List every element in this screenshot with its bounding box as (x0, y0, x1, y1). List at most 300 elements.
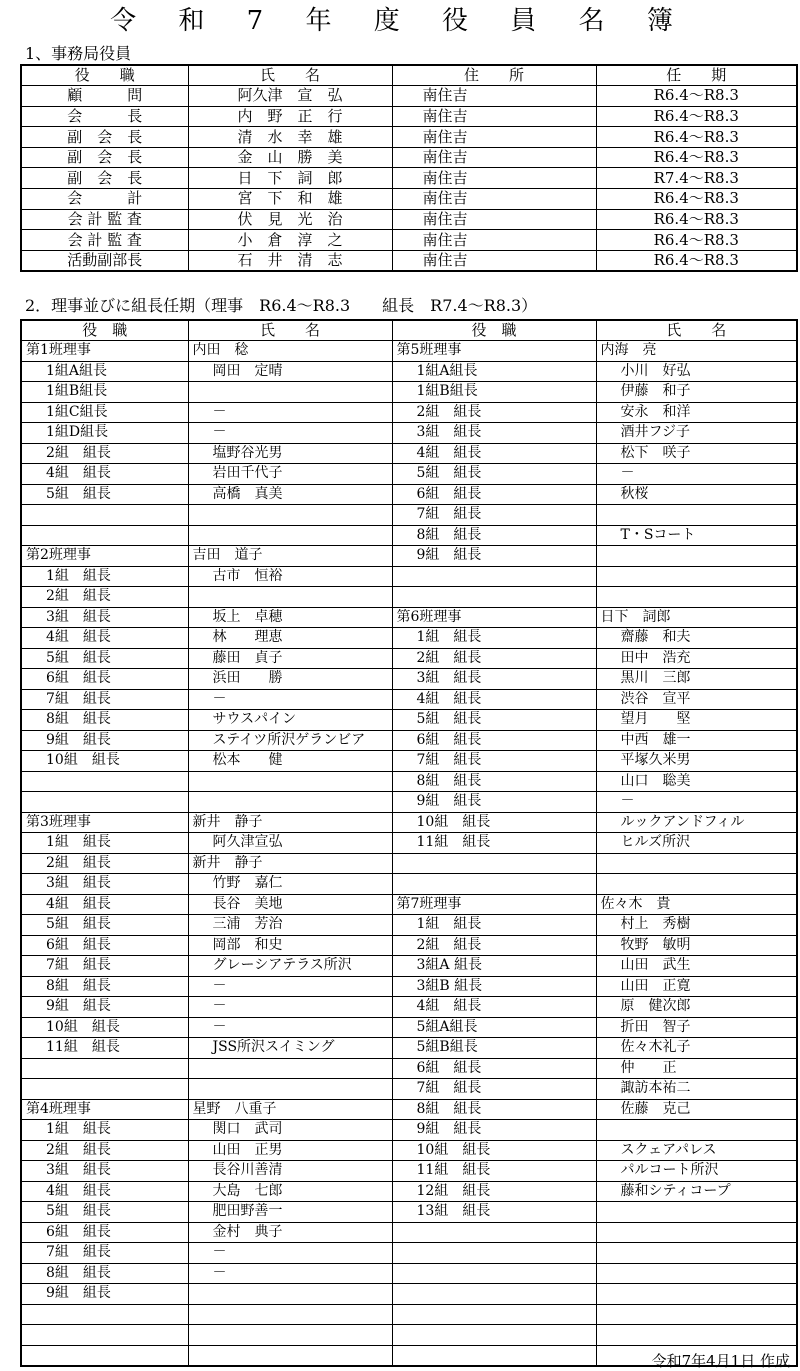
cell-name-right (596, 710, 797, 731)
cell-role-right (392, 976, 596, 997)
cell-name-left-text: 岡部 和史 (212, 936, 283, 953)
cell-role-left-text: 1組 組長 (46, 834, 111, 851)
table-row (21, 423, 797, 444)
cell-name-right-text: ヒルズ所沢 (620, 834, 691, 851)
cell-role-left (21, 710, 188, 731)
cell-role-left-text: 10組 組長 (46, 1018, 120, 1035)
table-row (21, 168, 797, 189)
cell-name-left (188, 853, 392, 874)
cell-role-right (392, 464, 596, 485)
cell-name-right (596, 1304, 797, 1325)
cell-name-right-text: － (620, 465, 635, 482)
cell-name-right (596, 1099, 797, 1120)
cell-role-left-text: 1組 組長 (46, 567, 111, 584)
cell-name: 石 井 清 志 (188, 250, 392, 271)
cell-role-right-text: 5組A組長 (416, 1018, 478, 1035)
table-header-row (21, 320, 797, 341)
cell-name-right (596, 1202, 797, 1223)
cell-role-right-text: 3組 組長 (416, 670, 482, 687)
cell-name-right (596, 1038, 797, 1059)
table-row (21, 546, 797, 567)
cell-role: 副 会 長 (21, 168, 188, 189)
table-row (21, 730, 797, 751)
header-name-left: 氏 名 (188, 320, 392, 341)
cell-name-left (188, 976, 392, 997)
cell-role-left (21, 833, 188, 854)
cell-name-right (596, 833, 797, 854)
cell-role-left (21, 874, 188, 895)
cell-role-left (21, 1181, 188, 1202)
cell-name-left (188, 607, 392, 628)
cell-role-right-text: 10組 組長 (416, 813, 491, 830)
cell-name-right (596, 587, 797, 608)
table-row (21, 525, 797, 546)
cell-name-right-text: 秋桜 (620, 485, 649, 502)
cell-role-left (21, 915, 188, 936)
table-row (21, 1161, 797, 1182)
cell-role-left-text: 5組 組長 (46, 485, 111, 502)
cell-name-right-text: 諏訪本祐二 (620, 1080, 691, 1097)
table-row (21, 1079, 797, 1100)
cell-role: 会 計 監 査 (21, 230, 188, 251)
cell-role-left-text: 4組 組長 (46, 629, 111, 646)
cell-name-right-text: 伊藤 和子 (620, 383, 691, 400)
cell-role-right-text: 2組 組長 (416, 403, 482, 420)
cell-role-right (392, 669, 596, 690)
cell-role-left (21, 1120, 188, 1141)
cell-role: 会 計 監 査 (21, 209, 188, 230)
cell-role-left (21, 1202, 188, 1223)
cell-name-right-text: 小川 好弘 (620, 362, 691, 379)
cell-name-left (188, 402, 392, 423)
cell-role-left-text: 7組 組長 (46, 1244, 111, 1261)
cell-role-right (392, 997, 596, 1018)
cell-name-right (596, 1181, 797, 1202)
cell-role-left-text: 3組 組長 (46, 608, 111, 625)
cell-role-right (392, 1345, 596, 1366)
table-row (21, 127, 797, 148)
cell-role-left (21, 1222, 188, 1243)
table-row (21, 792, 797, 813)
cell-name-left (188, 1222, 392, 1243)
cell-name-left (188, 1079, 392, 1100)
cell-name-left-text: 吉田 道子 (192, 547, 263, 564)
cell-role-left-text: 第1班理事 (26, 342, 91, 359)
cell-role-left (21, 402, 188, 423)
cell-role-left (21, 1079, 188, 1100)
cell-name-right-text: 黒川 三郎 (620, 670, 691, 687)
table-row (21, 689, 797, 710)
cell-name-left (188, 956, 392, 977)
table-row (21, 853, 797, 874)
cell-name-left (188, 1284, 392, 1305)
section2-heading: 2．理事並びに組長任期（理事 R6.4～R8.3 組長 R7.4～R8.3） (25, 296, 538, 315)
cell-name-right-text: スクェアパレス (620, 1141, 717, 1158)
cell-name-right (596, 771, 797, 792)
cell-name-left-text: 塩野谷光男 (212, 444, 283, 461)
cell-role-right (392, 935, 596, 956)
cell-name-left (188, 771, 392, 792)
cell-role-left (21, 443, 188, 464)
table-row (21, 710, 797, 731)
cell-name-left-text: 肥田野善一 (212, 1203, 283, 1220)
table-row (21, 361, 797, 382)
table-row (21, 1304, 797, 1325)
cell-role-left (21, 689, 188, 710)
cell-role-left-text: 2組 組長 (46, 444, 111, 461)
cell-name-left (188, 997, 392, 1018)
cell-role-right (392, 1058, 596, 1079)
cell-role-right (392, 423, 596, 444)
cell-name-right (596, 648, 797, 669)
header-role-left: 役 職 (21, 320, 188, 341)
table-row (21, 976, 797, 997)
header-role-right: 役 職 (392, 320, 596, 341)
cell-role-left (21, 1304, 188, 1325)
cell-role-left (21, 771, 188, 792)
cell-role-left-text: 第3班理事 (26, 813, 91, 830)
cell-role: 会 計 (21, 189, 188, 210)
cell-role-right (392, 484, 596, 505)
table-row (21, 1263, 797, 1284)
cell-role-left (21, 956, 188, 977)
cell-name-right (596, 566, 797, 587)
table-row (21, 874, 797, 895)
cell-address: 南住吉 (392, 189, 596, 210)
cell-name-left-text: 内田 稔 (192, 342, 249, 359)
cell-role-right (392, 1120, 596, 1141)
cell-role-left (21, 792, 188, 813)
cell-name-right (596, 341, 797, 362)
table-row (21, 341, 797, 362)
cell-role-left-text: 6組 組長 (46, 670, 111, 687)
cell-role-left (21, 505, 188, 526)
cell-role-right (392, 607, 596, 628)
cell-name-right (596, 997, 797, 1018)
cell-role-left (21, 648, 188, 669)
header-address: 住 所 (392, 65, 596, 86)
cell-role-right (392, 648, 596, 669)
cell-name-left (188, 443, 392, 464)
cell-name-right (596, 443, 797, 464)
cell-name-left-text: 新井 静子 (192, 854, 263, 871)
section1-heading: 1、事務局役員 (25, 44, 132, 63)
cell-name-right (596, 1017, 797, 1038)
cell-name-right-text: 中西 雄一 (620, 731, 691, 748)
cell-role-right (392, 1304, 596, 1325)
cell-name-right (596, 1263, 797, 1284)
cell-role-left-text: 11組 組長 (46, 1039, 120, 1056)
table-row (21, 147, 797, 168)
cell-name-left-text: 松本 健 (212, 752, 283, 769)
cell-role-left (21, 587, 188, 608)
cell-role-right-text: 8組 組長 (416, 526, 482, 543)
cell-role-right (392, 792, 596, 813)
cell-name: 清 水 幸 雄 (188, 127, 392, 148)
cell-name-left (188, 689, 392, 710)
cell-name-right (596, 1058, 797, 1079)
cell-role-left (21, 730, 188, 751)
cell-role-left (21, 1017, 188, 1038)
cell-name-right-text: 山田 正寛 (620, 977, 691, 994)
cell-name-right (596, 874, 797, 895)
cell-name-right (596, 628, 797, 649)
directors-table (20, 319, 798, 1367)
cell-role-left (21, 607, 188, 628)
cell-role-right (392, 628, 596, 649)
cell-name-left (188, 464, 392, 485)
cell-role-left-text: 8組 組長 (46, 711, 111, 728)
cell-role-left-text: 1組D組長 (46, 424, 109, 441)
table-row (21, 915, 797, 936)
cell-role-right-text: 10組 組長 (416, 1141, 491, 1158)
cell-name-left (188, 587, 392, 608)
cell-name-right-text: 佐々木礼子 (620, 1039, 691, 1056)
cell-role-left (21, 1161, 188, 1182)
cell-role-right (392, 730, 596, 751)
cell-name-left-text: 金村 典子 (212, 1223, 283, 1240)
cell-name-left (188, 484, 392, 505)
cell-role: 会 長 (21, 106, 188, 127)
table-row (21, 505, 797, 526)
table-header-row (21, 65, 797, 86)
cell-role-left (21, 976, 188, 997)
cell-role-right (392, 874, 596, 895)
cell-name-left-text: 三浦 芳治 (212, 916, 283, 933)
cell-role-left (21, 894, 188, 915)
cell-name-right (596, 1120, 797, 1141)
cell-role-right-text: 6組 組長 (416, 485, 482, 502)
table-row (21, 833, 797, 854)
cell-name-right (596, 915, 797, 936)
cell-name-right-text: パルコート所沢 (620, 1162, 719, 1179)
cell-role-left-text: 4組 組長 (46, 1182, 111, 1199)
cell-name-left (188, 1058, 392, 1079)
document-title: 令 和 7 年 度 役 員 名 簿 (110, 6, 690, 36)
cell-role-left-text: 1組B組長 (46, 383, 108, 400)
cell-name-left-text: － (212, 998, 227, 1015)
cell-name-left-text: 関口 武司 (212, 1121, 283, 1138)
cell-name-left (188, 1243, 392, 1264)
cell-role-right (392, 833, 596, 854)
cell-role-left (21, 1345, 188, 1366)
cell-name-right-text: 望月 堅 (620, 711, 691, 728)
cell-name-right (596, 546, 797, 567)
header-role: 役 職 (21, 65, 188, 86)
cell-role-left (21, 484, 188, 505)
cell-role-left (21, 546, 188, 567)
cell-name-right (596, 525, 797, 546)
cell-role-right (392, 1325, 596, 1346)
header-name: 氏 名 (188, 65, 392, 86)
table-row (21, 1120, 797, 1141)
cell-role-right (392, 587, 596, 608)
cell-name-left (188, 628, 392, 649)
cell-name-right-text: 安永 和洋 (620, 403, 691, 420)
cell-role-left-text: 7組 組長 (46, 690, 111, 707)
cell-term: R6.4～R8.3 (596, 86, 797, 107)
cell-role-left (21, 1243, 188, 1264)
cell-role-right (392, 382, 596, 403)
cell-role-right (392, 505, 596, 526)
cell-name-right-text: 原 健次郎 (620, 998, 691, 1015)
cell-role-left-text: 8組 組長 (46, 977, 111, 994)
cell-name-left-text: サウスパイン (212, 711, 297, 728)
table-row (21, 935, 797, 956)
cell-role-right (392, 710, 596, 731)
cell-name-right (596, 607, 797, 628)
cell-role-left (21, 1140, 188, 1161)
cell-role-left-text: 第2班理事 (26, 547, 91, 564)
cell-role-right-text: 1組B組長 (416, 383, 478, 400)
cell-name-left-text: － (212, 977, 227, 994)
cell-role-right-text: 1組 組長 (416, 916, 482, 933)
cell-name-right (596, 1222, 797, 1243)
cell-role-right (392, 443, 596, 464)
cell-name-right (596, 1325, 797, 1346)
cell-name-left (188, 546, 392, 567)
cell-role-left (21, 935, 188, 956)
cell-role-left-text: 7組 組長 (46, 957, 111, 974)
cell-name-left (188, 1263, 392, 1284)
cell-name-left-text: － (212, 403, 227, 420)
cell-name-right-text: 村上 秀樹 (620, 916, 691, 933)
cell-address: 南住吉 (392, 250, 596, 271)
cell-role-left-text: 6組 組長 (46, 936, 111, 953)
cell-name-left-text: グレーシアテラス所沢 (212, 957, 352, 974)
cell-role-right-text: 11組 組長 (416, 834, 491, 851)
cell-name-left-text: JSS所沢スイミング (212, 1039, 335, 1056)
table-row (21, 189, 797, 210)
cell-name-left (188, 1140, 392, 1161)
cell-name: 阿久津 宣 弘 (188, 86, 392, 107)
cell-role-right (392, 1181, 596, 1202)
cell-name-left (188, 751, 392, 772)
cell-role-right-text: 第5班理事 (396, 342, 462, 359)
table-row (21, 628, 797, 649)
table-row (21, 1222, 797, 1243)
cell-name-right-text: 藤和シティコープ (620, 1182, 731, 1199)
cell-name: 伏 見 光 治 (188, 209, 392, 230)
cell-role-left-text: 9組 組長 (46, 1285, 111, 1302)
cell-name-left (188, 566, 392, 587)
cell-name-left-text: 新井 静子 (192, 813, 263, 830)
cell-role-left-text: 第4班理事 (26, 1100, 91, 1117)
table-row (21, 443, 797, 464)
cell-role-right-text: 5組B組長 (416, 1039, 478, 1056)
cell-name-right-text: 佐々木 貴 (600, 895, 671, 912)
table-row (21, 402, 797, 423)
cell-name-right (596, 1079, 797, 1100)
table-row (21, 587, 797, 608)
cell-name-left (188, 1325, 392, 1346)
cell-name-left-text: 藤田 貞子 (212, 649, 283, 666)
office-officers-table (20, 64, 798, 272)
table-row (21, 230, 797, 251)
cell-name-right-text: 日下 詞郎 (600, 608, 671, 625)
cell-name-left-text: 山田 正男 (212, 1141, 283, 1158)
cell-role-right (392, 689, 596, 710)
cell-name-left-text: 岩田千代子 (212, 465, 283, 482)
cell-role-left-text: 1組 組長 (46, 1121, 111, 1138)
cell-name-right-text: 齋藤 和夫 (620, 629, 691, 646)
cell-name-right (596, 464, 797, 485)
cell-name-left-text: 長谷 美地 (212, 895, 283, 912)
cell-name-right (596, 935, 797, 956)
cell-name-left (188, 812, 392, 833)
cell-role: 副 会 長 (21, 127, 188, 148)
cell-name-left (188, 1345, 392, 1366)
table-row (21, 566, 797, 587)
cell-role-right-text: 1組 組長 (416, 629, 482, 646)
cell-name-right (596, 669, 797, 690)
cell-role-left-text: 5組 組長 (46, 916, 111, 933)
cell-role-left (21, 525, 188, 546)
cell-name-left (188, 1017, 392, 1038)
cell-name-left (188, 1099, 392, 1120)
cell-name-left-text: － (212, 1018, 227, 1035)
cell-name-left (188, 525, 392, 546)
cell-role-left-text: 2組 組長 (46, 854, 111, 871)
cell-name-right (596, 361, 797, 382)
cell-role-right (392, 1263, 596, 1284)
cell-name-right (596, 976, 797, 997)
cell-name-right-text: ルックアンドフィル (620, 813, 745, 830)
cell-role: 顧 問 (21, 86, 188, 107)
cell-name-right (596, 505, 797, 526)
cell-role: 活動副部長 (21, 250, 188, 271)
cell-name-left (188, 361, 392, 382)
cell-name-left (188, 1202, 392, 1223)
cell-name-left (188, 1181, 392, 1202)
cell-term: R6.4～R8.3 (596, 209, 797, 230)
cell-role-right-text: 第7班理事 (396, 895, 462, 912)
cell-role-right (392, 751, 596, 772)
cell-name-right (596, 1243, 797, 1264)
cell-role-left (21, 1284, 188, 1305)
cell-role-right (392, 771, 596, 792)
cell-name-left-text: ステイツ所沢ゲランビア (212, 731, 366, 748)
cell-role-right-text: 9組 組長 (416, 1121, 482, 1138)
cell-name-left (188, 423, 392, 444)
cell-role-right-text: 7組 組長 (416, 1080, 482, 1097)
table-row (21, 1284, 797, 1305)
cell-role-right-text: 8組 組長 (416, 1100, 482, 1117)
cell-name-right (596, 792, 797, 813)
cell-role-right-text: 3組 組長 (416, 424, 482, 441)
cell-role-right-text: 7組 組長 (416, 506, 482, 523)
table-row (21, 751, 797, 772)
cell-name-right (596, 402, 797, 423)
cell-name-left (188, 505, 392, 526)
cell-role-right (392, 1284, 596, 1305)
cell-name-left (188, 874, 392, 895)
cell-role-right-text: 6組 組長 (416, 1059, 482, 1076)
cell-name-left-text: － (212, 690, 227, 707)
cell-name-right-text: 山口 聡美 (620, 772, 691, 789)
cell-name-left (188, 1120, 392, 1141)
cell-term: R6.4～R8.3 (596, 250, 797, 271)
cell-address: 南住吉 (392, 86, 596, 107)
cell-role-right (392, 1243, 596, 1264)
cell-name-right (596, 730, 797, 751)
cell-role-right (392, 956, 596, 977)
cell-role-right-text: 第6班理事 (396, 608, 462, 625)
cell-role-right (392, 1140, 596, 1161)
cell-role-right-text: 6組 組長 (416, 731, 482, 748)
cell-role-right (392, 402, 596, 423)
table-row (21, 997, 797, 1018)
